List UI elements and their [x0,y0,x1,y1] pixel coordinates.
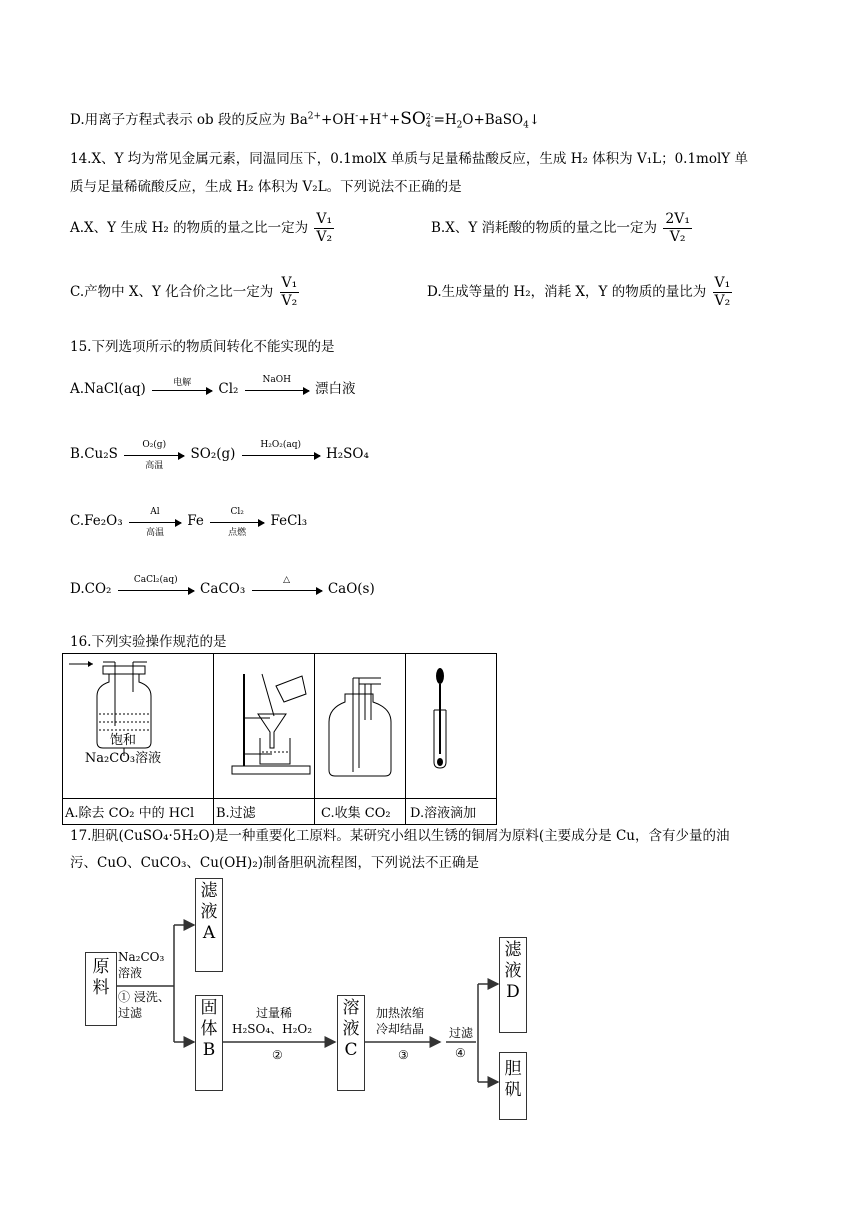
q15c-arrow2: Cl₂ 点燃 [210,515,264,529]
q13d-text4: =H [433,112,457,128]
q15c-mid: Fe [187,513,204,529]
flow-reagent-2b: H₂SO₄、H₂O₂ [232,1022,313,1036]
q13-option-d: D.用离子方程式表示 ob 段的反应为 $Ba^{2+}+OH^-+H^++SO$ 2- 4 $=H_2O+BaSO_4↓$ [70,109,541,131]
flow-step-3: ③ [398,1048,409,1062]
q15b-mid: SO₂(g) [190,446,236,462]
flow-box-product: 胆 矾 [499,1052,527,1120]
filtration-icon [214,654,314,794]
q15d-mid: CaCO₃ [200,581,246,597]
q14-option-b [431,206,692,250]
q15b-arrow1: O₂(g) 高温 [124,448,184,462]
q14c-text: C.产物中 X、Y 化合价之比一定为 [70,284,274,300]
q15a-start: A.NaCl(aq) [70,381,146,397]
q15a-end: 漂白液 [315,381,356,397]
q15a-mid: Cl₂ [218,381,239,397]
q16-option-a: A.除去 CO₂ 中的 HCl [63,799,214,825]
gas-collection-bottle-icon [315,654,405,794]
q16-apparatus-table [62,653,497,825]
q14-option-d [427,270,732,314]
q17-stem-line2: 污、CuO、CuCO₃、Cu(OH)₂)制备胆矾流程图，下列说法不正确是 [70,855,480,871]
flow-reagent-3b: 冷却结晶 [376,1022,425,1036]
q16-option-c: C.收集 CO₂ [315,799,406,825]
q13d-label: D.用离子方程式表示 ob 段的反应为 Ba [70,112,308,128]
q15-option-d [70,574,375,597]
flow-reagent-2: 过量稀 [256,1006,293,1020]
bottle-label-2: Na₂CO₃溶液 [84,751,162,766]
q15-stem: 15.下列选项所示的物质间转化不能实现的是 [70,339,335,355]
q16-stem: 16.下列实验操作规范的是 [70,634,227,650]
q15c-start: C.Fe₂O₃ [70,513,123,529]
q14-option-a [70,206,334,250]
flow-box-filtrate-a: 滤 液 A [195,878,223,972]
q15b-end: H₂SO₄ [326,446,369,462]
q16-cell-b-image [214,654,315,799]
q16-cell-d-image [406,654,497,799]
q17-stem-line1: 17.胆矾(CuSO₄·5H₂O)是一种重要化工原料。某研究小组以生锈的铜屑为原料(主要成分是 Cu，含有少量的油 [70,828,730,844]
flow-step-4: 过滤 [449,1026,474,1040]
q14b-text: B.X、Y 消耗酸的物质的量之比一定为 [431,220,658,236]
q13d-text6: ↓ [528,112,541,128]
q16-cell-a-image [63,654,214,799]
flow-box-raw-material: 原 料 [85,952,117,1026]
q15b-start: B.Cu₂S [70,446,118,462]
q13d-sulfate: SO [400,109,426,129]
q16-cell-c-image [315,654,406,799]
q13d-text: +OH [321,112,356,128]
q16-option-b: B.过滤 [214,799,315,825]
q15a-arrow2: NaOH [245,383,309,397]
q15d-arrow2: △ [252,583,322,597]
q14c-fraction: $\frac{\text{V₁}}{\text{V₂}}$ [281,275,298,309]
q15d-end: CaO(s) [327,581,375,597]
q15b-arrow2: H₂O₂(aq) [242,448,320,462]
q14a-text: A.X、Y 生成 H₂ 的物质的量之比一定为 [70,220,309,236]
q14d-fraction: $\frac{\text{V₁}}{\text{V₂}}$ [714,275,731,309]
q13d-text3: + [388,112,401,128]
q14a-fraction: $\frac{\text{V₁}}{\text{V₂}}$ [316,211,333,245]
q15a-arrow1: 电解 [152,383,212,397]
q14d-text: D.生成等量的 H₂，消耗 X，Y 的物质的量比为 [427,284,707,300]
q14b-fraction: $\frac{\text{2V₁}}{\text{V₂}}$ [665,211,690,245]
q16-option-d: D.溶液滴加 [406,799,497,825]
flow-step-1b: 过滤 [118,1006,143,1020]
q14-option-c [70,270,299,314]
q15d-start: D.CO₂ [70,581,112,597]
flow-step-2: ② [272,1048,283,1062]
flow-box-filtrate-d: 滤 液 D [499,937,527,1033]
bottle-label-1: 饱和 [109,733,136,748]
dropper-tube-icon [406,654,496,794]
flow-step-1: ① 浸洗、 [118,990,170,1004]
flow-reagent-3: 加热浓缩 [376,1006,425,1020]
q15d-arrow1: CaCl₂(aq) [118,583,194,597]
flow-reagent-1b: 溶液 [118,966,143,980]
q15-option-a [70,374,356,397]
q13d-text2: +H [358,112,382,128]
flow-box-solution-c: 溶 液 C [337,995,365,1091]
flow-step-4b: ④ [455,1046,466,1060]
q13d-text5: O+BaSO [462,112,524,128]
q15-option-b [70,439,369,471]
q15-option-c [70,506,308,538]
flow-box-solid-b: 固 体 B [195,995,223,1091]
q15c-end: FeCl₃ [270,513,308,529]
q14-stem-line2: 质与足量稀硫酸反应，生成 H₂ 体积为 V₂L。下列说法不正确的是 [70,179,462,195]
q14-stem-line1: 14.X、Y 均为常见金属元素，同温同压下，0.1molX 单质与足量稀盐酸反应，生成 H₂ 体积为 V₁L；0.1molY 单 [70,151,749,167]
flow-reagent-1: Na₂CO₃ [118,950,165,964]
q15c-arrow1: Al 高温 [129,515,181,529]
